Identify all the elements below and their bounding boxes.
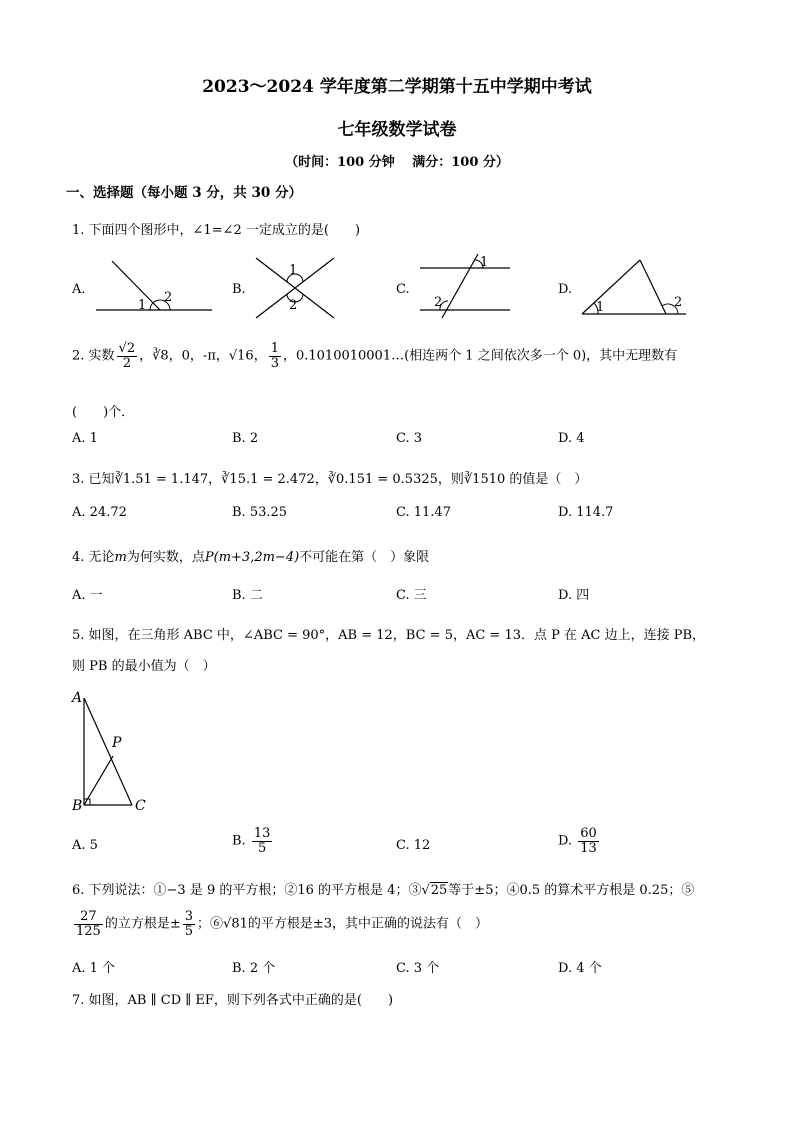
q5-label-p: P — [112, 735, 122, 751]
q6-line2-c: 的平方根是±3，其中正确的说法有（ ） — [247, 916, 489, 932]
q4-stem-c: 不可能在第（ ）象限 — [299, 550, 430, 565]
q4-point: P(m+3,2m−4) — [204, 550, 300, 565]
q5-triangle-figure — [70, 686, 160, 816]
q4-option-a: A. 一 — [72, 588, 103, 603]
q2-option-b: B. 2 — [232, 431, 259, 446]
q2-option-d: D. 4 — [558, 431, 585, 446]
q1-figure-d — [578, 254, 690, 320]
q2-tail: ，0.1010010001…(相连两个 1 之间依次多一个 0)，其中无理数有 — [282, 348, 678, 364]
q6-line1-a: 6. 下列说法：①−3 是 9 的平方根；②16 的平方根是 4；③ — [72, 883, 422, 898]
question-6-line2 — [72, 910, 488, 938]
q4-option-c: C. 三 — [396, 588, 427, 603]
q2-option-a: A. 1 — [72, 431, 98, 446]
question-4-stem — [72, 546, 429, 565]
question-5-line2: 则 PB 的最小值为（ ） — [72, 659, 216, 674]
q6-f2-denominator: 5 — [184, 923, 194, 939]
question-7-stem: 7. 如图，AB ∥ CD ∥ EF，则下列各式中正确的是( ) — [72, 993, 394, 1008]
q5-option-d-fraction — [578, 827, 599, 855]
q2-third-numerator: 1 — [270, 341, 279, 356]
q5-label-a: A — [72, 690, 83, 706]
q2-third-fraction — [269, 342, 281, 370]
q6-f2-numerator: 3 — [184, 909, 194, 924]
section-title: 一、选择题（每小题 3 分，共 30 分） — [66, 185, 302, 201]
q3-option-b: B. 53.25 — [232, 505, 288, 520]
q3-option-c: C. 11.47 — [396, 505, 451, 520]
q6-f-denominator: 125 — [76, 923, 101, 939]
q4-variable-m: m — [114, 550, 127, 565]
q6-line1-b: 等于±5；④0.5 的算术平方根是 0.25；⑤ — [448, 883, 695, 898]
q2-sqrt2-fraction — [117, 342, 138, 370]
q1-option-b: B. — [232, 282, 246, 297]
question-2-stem — [72, 342, 677, 370]
q1-figure-c — [418, 250, 518, 320]
q4-option-d: D. 四 — [558, 588, 590, 603]
q2-sqrt2-denominator: 2 — [122, 355, 131, 371]
page-subtitle: 七年级数学试卷 — [337, 120, 457, 140]
q1-a-label-1: 1 — [138, 298, 147, 313]
q5-option-b-label: B. — [232, 833, 246, 849]
q6-option-a: A. 1 个 — [72, 961, 116, 976]
q2-sqrt2-numerator: √2 — [118, 341, 136, 356]
q1-b-label-2: 2 — [289, 298, 298, 313]
q6-line2-a: 的立方根是± — [104, 916, 181, 932]
page-title: 2023～2024 学年度第二学期第十五中学期中考试 — [202, 77, 592, 97]
q6-option-c: C. 3 个 — [396, 961, 440, 976]
q5-option-d-label: D. — [558, 833, 573, 849]
q1-figure-a — [90, 255, 220, 317]
q2-prefix: 2. 实数 — [72, 348, 115, 364]
q1-c-label-1: 1 — [480, 255, 489, 270]
q4-stem-a: 4. 无论 — [72, 550, 115, 565]
q6-sqrt-sign: √ — [421, 883, 430, 898]
q2-option-c: C. 3 — [396, 431, 423, 446]
q5-b-denominator: 5 — [257, 840, 267, 856]
q5-option-c: C. 12 — [396, 838, 431, 853]
q1-b-label-1: 1 — [289, 263, 298, 278]
q5-option-a: A. 5 — [72, 838, 98, 853]
question-1-stem: 1. 下面四个图形中，∠1=∠2 一定成立的是( ) — [72, 223, 361, 238]
question-5-line1: 5. 如图，在三角形 ABC 中，∠ABC = 90°，AB = 12，BC = 5，AC = 13．点 P 在 AC 边上，连接 PB， — [72, 628, 706, 643]
q5-b-numerator: 13 — [253, 826, 271, 841]
q4-stem-b: 为何实数，点 — [126, 550, 205, 565]
q1-d-label-1: 1 — [596, 300, 605, 315]
q5-d-numerator: 60 — [580, 826, 597, 841]
q5-option-d — [558, 827, 601, 855]
q5-d-denominator: 13 — [580, 840, 597, 856]
question-6-line1 — [72, 879, 694, 898]
q2-third-denominator: 3 — [270, 355, 279, 371]
q2-items: ，∛8，0，-π，√16， — [139, 348, 267, 364]
q6-sqrt81: √81 — [223, 916, 248, 932]
q6-fraction-27-125 — [74, 910, 103, 938]
q4-option-b: B. 二 — [232, 588, 263, 603]
q1-option-a: A. — [72, 282, 86, 297]
q6-sqrt25: 25 — [430, 883, 448, 898]
q1-d-label-2: 2 — [674, 295, 683, 310]
q5-label-c: C — [135, 798, 146, 814]
q1-figure-b — [252, 254, 342, 320]
q5-label-b: B — [72, 798, 83, 814]
q5-option-b — [232, 827, 274, 855]
q6-line2-b: ；⑥ — [197, 916, 224, 932]
q6-f-numerator: 27 — [74, 910, 103, 925]
q6-option-d: D. 4 个 — [558, 961, 602, 976]
q6-fraction-3-5 — [183, 910, 195, 938]
question-3-stem: 3. 已知∛1.51 = 1.147，∛15.1 = 2.472，∛0.151 = 0.5325，则∛1510 的值是（ ） — [72, 472, 588, 487]
question-2-line2: ( )个． — [72, 405, 135, 420]
q1-c-label-2: 2 — [434, 295, 443, 310]
q3-option-d: D. 114.7 — [558, 505, 614, 520]
exam-info: （时间：100 分钟 满分：100 分） — [285, 155, 509, 170]
q6-option-b: B. 2 个 — [232, 961, 276, 976]
q1-option-c: C. — [396, 282, 410, 297]
q1-a-label-2: 2 — [164, 290, 173, 305]
q5-option-b-fraction — [252, 827, 273, 855]
q1-option-d: D. — [558, 282, 573, 297]
q3-option-a: A. 24.72 — [72, 505, 127, 520]
